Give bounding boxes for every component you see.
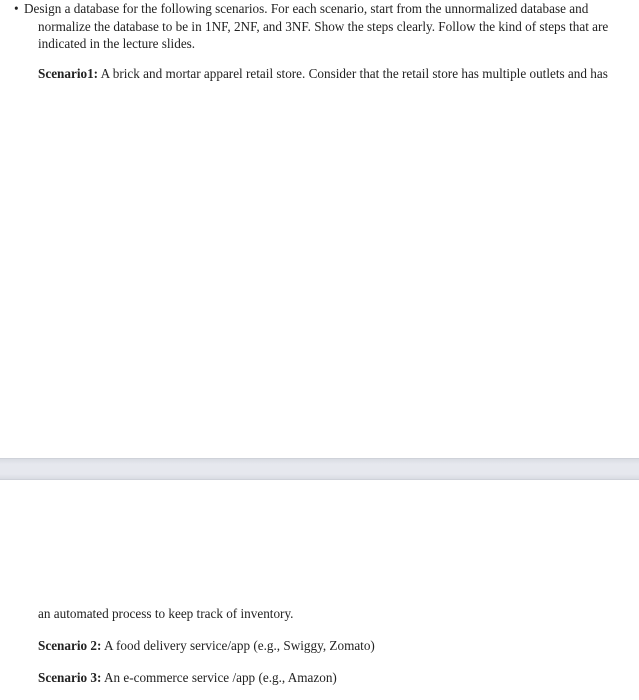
scenario-1-continuation: an automated process to keep track of inventory. <box>38 606 294 621</box>
instruction-line-3: indicated in the lecture slides. <box>38 36 196 51</box>
scenario-2-paragraph <box>38 637 628 655</box>
scenario-2-text: A food delivery service/app (e.g., Swiggy, Zomato) <box>101 638 375 653</box>
bullet-point-icon: • <box>14 1 19 16</box>
scenario-1-paragraph <box>38 65 628 83</box>
page-separator <box>0 458 639 480</box>
instruction-line-1: Design a database for the following scenarios. For each scenario, start from the unnormalized database and <box>24 1 589 16</box>
instruction-text <box>24 0 626 53</box>
scenario-2-label: Scenario 2: <box>38 638 102 653</box>
instruction-line-2: normalize the database to be in 1NF, 2NF, and 3NF. Show the steps clearly. Follow the kind of steps that are <box>38 18 609 34</box>
scenario-3-label: Scenario 3: <box>38 670 102 685</box>
instruction-bullet-item <box>14 0 626 53</box>
scenario-3-text: An e-commerce service /app (e.g., Amazon) <box>101 670 337 685</box>
scenario-1-text: A brick and mortar apparel retail store. Consider that the retail store has multiple outlets and has <box>98 66 608 81</box>
scenario-1-label: Scenario1: <box>38 66 99 81</box>
page-bottom <box>0 480 639 700</box>
scenario-3-paragraph <box>38 669 628 687</box>
